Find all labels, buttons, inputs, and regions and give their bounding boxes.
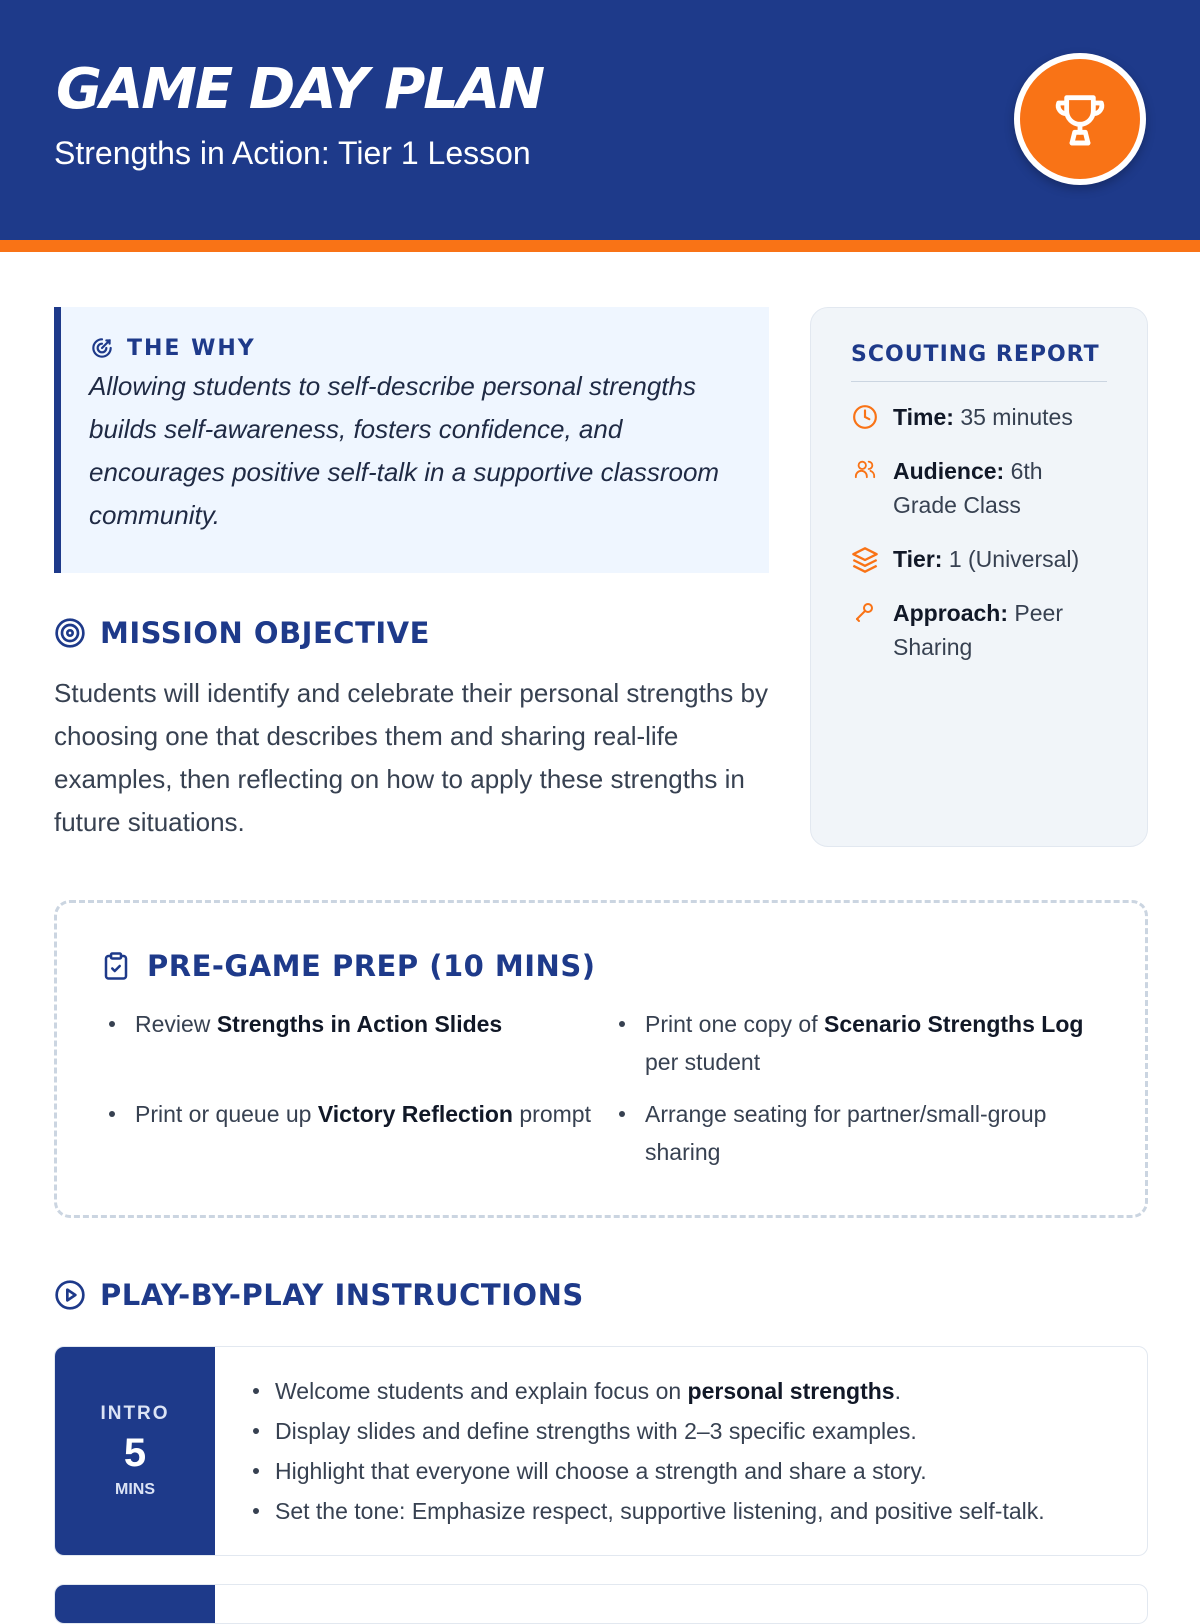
why-label: THE WHY — [127, 335, 256, 361]
scouting-value: Peer Sharing — [893, 600, 1063, 660]
step-bullets — [245, 1371, 1045, 1531]
playbyplay-title: PLAY-BY-PLAY INSTRUCTIONS — [100, 1278, 584, 1312]
scouting-item-approach — [851, 596, 1107, 664]
users-icon — [854, 458, 876, 480]
page-subtitle: Strengths in Action: Tier 1 Lesson — [54, 135, 531, 171]
list-item: Highlight that everyone will choose a strength and share a story. — [245, 1451, 1045, 1491]
play-circle-icon — [54, 1279, 86, 1311]
step-card-intro — [54, 1346, 1148, 1556]
mission-text: Students will identify and celebrate their personal strengths by choosing one that describes them and sharing real-life examples, then reflecting on how to apply these strengths in future situations. — [54, 678, 768, 837]
trophy-icon — [1048, 87, 1112, 151]
list-item: Print one copy of Scenario Strengths Log per student — [611, 1005, 1101, 1081]
page-title: GAME DAY PLAN — [56, 57, 544, 122]
scouting-value: 6th Grade Class — [893, 458, 1043, 518]
step-minutes: 5 — [123, 1431, 147, 1475]
prep-list — [101, 1005, 1101, 1171]
list-item: Print or queue up Victory Reflection prompt — [101, 1095, 591, 1171]
scouting-label: Time: — [893, 404, 954, 430]
scouting-report-list — [851, 400, 1107, 664]
clipboard-check-icon — [101, 951, 131, 981]
clock-icon — [852, 404, 878, 430]
scouting-value: 35 minutes — [960, 404, 1073, 430]
mission-title: MISSION OBJECTIVE — [100, 616, 430, 650]
step-card-next — [54, 1584, 1148, 1624]
why-heading — [89, 335, 749, 361]
why-callout — [54, 307, 769, 573]
layers-icon — [851, 546, 879, 574]
scouting-label: Approach: — [893, 600, 1008, 626]
scouting-item-audience — [851, 454, 1107, 522]
step-body — [215, 1347, 1075, 1555]
list-item: Welcome students and explain focus on personal strengths. — [245, 1371, 1045, 1411]
scouting-value: 1 (Universal) — [948, 546, 1080, 572]
scouting-label: Tier: — [893, 546, 943, 572]
step-time-panel — [55, 1585, 215, 1623]
scouting-report-card — [810, 307, 1148, 847]
pre-game-prep-box — [54, 900, 1148, 1218]
playbyplay-heading — [54, 1278, 584, 1312]
prep-title: PRE-GAME PREP (10 MINS) — [147, 949, 596, 983]
mission-heading — [54, 616, 430, 650]
step-unit: MINS — [115, 1481, 155, 1498]
step-time-panel — [55, 1347, 215, 1555]
scouting-report-title: SCOUTING REPORT — [851, 342, 1107, 382]
microphone-icon — [853, 600, 877, 624]
page-header — [0, 0, 1200, 252]
list-item: Review Strengths in Action Slides — [101, 1005, 591, 1081]
list-item: Set the tone: Emphasize respect, supportive listening, and positive self-talk. — [245, 1491, 1045, 1531]
target-hit-icon — [89, 335, 115, 361]
trophy-badge — [1014, 53, 1146, 185]
target-icon — [54, 617, 86, 649]
scouting-label: Audience: — [893, 458, 1005, 484]
scouting-item-tier — [851, 542, 1107, 576]
step-label: INTRO — [100, 1403, 170, 1424]
why-text: Allowing students to self-describe personal strengths builds self-awareness, fosters confidence, and encourages positive self-talk in a supportive classroom community. — [89, 371, 720, 530]
prep-heading — [101, 949, 1101, 983]
scouting-item-time — [851, 400, 1107, 434]
list-item: Arrange seating for partner/small-group sharing — [611, 1095, 1101, 1171]
list-item: Display slides and define strengths with 2–3 specific examples. — [245, 1411, 1045, 1451]
